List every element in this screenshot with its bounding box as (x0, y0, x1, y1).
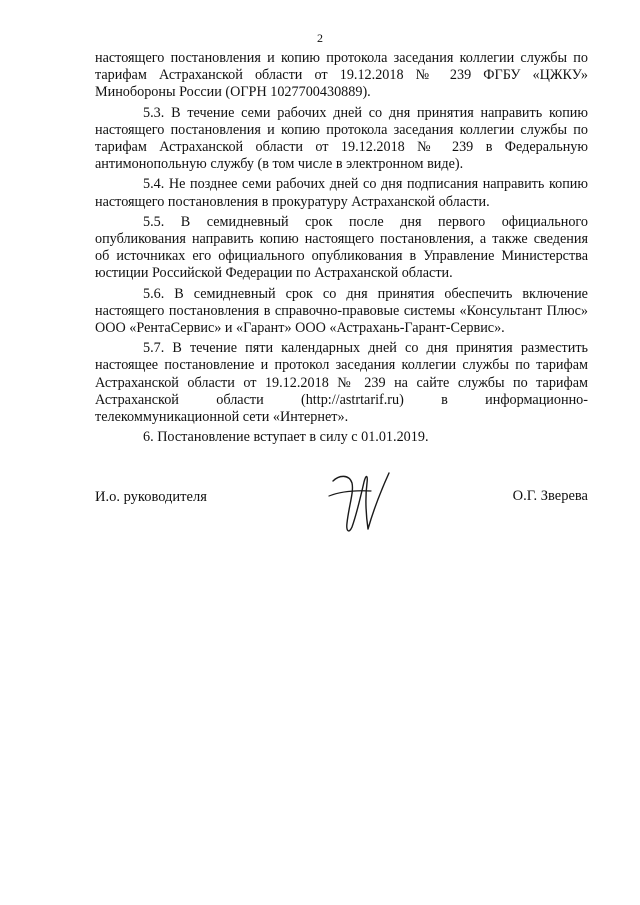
paragraph-continuation: настоящего постановления и копию протокола заседания коллегии службы по тарифам Астраханской области от 19.12.2018 № 239 ФГБУ «ЦЖКУ» Минобороны России (ОГРН 1027700430889). (95, 50, 588, 101)
paragraph-5-7: 5.7. В течение пяти календарных дней со дня принятия разместить настоящее постановление и протокол заседания коллегии службы по тарифам Астраханской области от 19.12.2018 № 239 на сайте службы по тарифам Астраханской области (http://astrtarif.ru) в информационно-телекоммуникационной сети «Интернет». (95, 340, 588, 426)
document-body (95, 50, 588, 446)
signatory-position: И.о. руководителя (95, 489, 207, 505)
paragraph-5-5: 5.5. В семидневный срок после дня первого официального опубликования направить копию настоящего постановления, а также сведения об источниках его официального опубликования в Управление Министерства юстиции Российской Федерации по Астраханской области. (95, 213, 588, 282)
paragraph-5-3: 5.3. В течение семи рабочих дней со дня принятия направить копию настоящего постановления и копию протокола заседания коллегии службы по тарифам Астраханской области от 19.12.2018 № 239 в Федеральную антимонопольную службу (в том числе в электронном виде). (95, 104, 588, 173)
paragraph-6: 6. Постановление вступает в силу с 01.01.2019. (143, 429, 429, 446)
paragraph-5-4: 5.4. Не позднее семи рабочих дней со дня подписания направить копию настоящего постановления в прокуратуру Астраханской области. (95, 176, 588, 210)
signatory-name: О.Г. Зверева (512, 488, 588, 504)
paragraph-5-6: 5.6. В семидневный срок со дня принятия обеспечить включение настоящего постановления в справочно-правовые системы «Консультант Плюс» ООО «РентаСервис» и «Гарант» ООО «Астрахань-Гарант-Сервис». (95, 285, 588, 337)
page-number: 2 (317, 31, 323, 45)
signature-block (95, 485, 588, 565)
handwritten-signature (325, 465, 405, 545)
